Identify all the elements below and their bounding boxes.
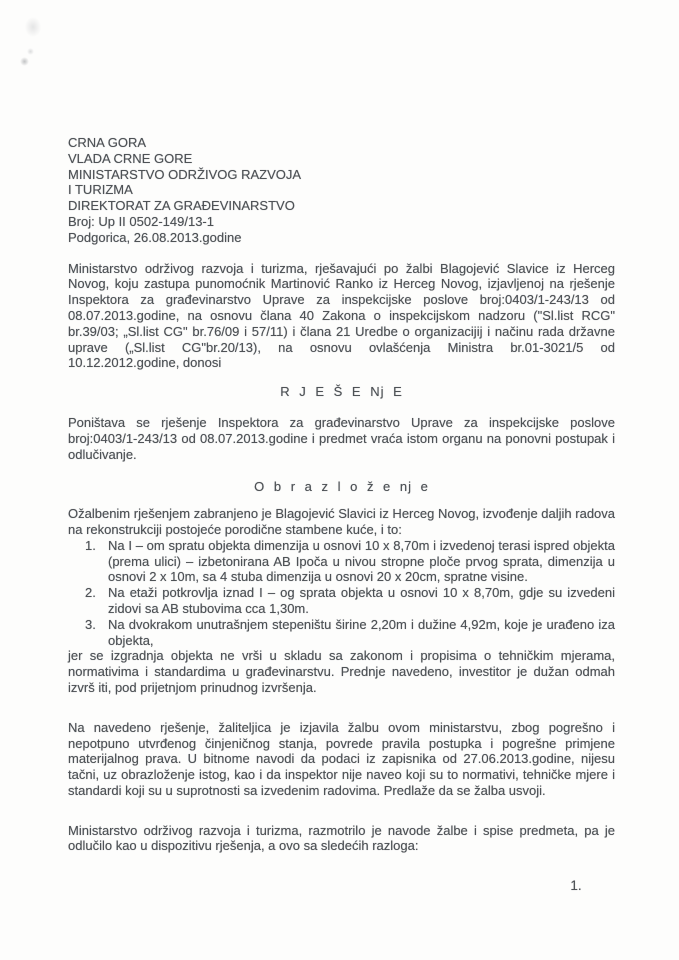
rationale-intro-paragraph: Ožalbenim rješenjem zabranjeno je Blagojević Slavici iz Herceg Novog, izvođenje daljih radova na rekonstrukciji postojeće porodične stambene kuće, i to: xyxy=(68,506,616,537)
appeal-paragraph: Na navedeno rješenje, žaliteljica je izjavila žalbu ovom ministarstvu, zbog pogrešno i nepotpuno utvrđenog činjeničnog stanja, povrede pravila postupka i pogrešne primjene materijalnog prava. U bitnome navodi da podaci iz zapisnika od 27.06.2013.godine, nijesu tačni, uz obrazloženje istog, kao i da inspektor nije naveo koji su to normativi, tehničke mjere i standardi koji su u suprotnosti sa izvedenim radovima. Predlaže da se žalba usvoji. xyxy=(68,719,615,798)
scan-speck xyxy=(20,57,29,66)
letterhead xyxy=(68,135,615,246)
list-item-number: 2. xyxy=(85,585,96,601)
scan-speck xyxy=(27,48,34,55)
letterhead-ministry-cont: I TURIZMA xyxy=(68,182,133,198)
list-item-number: 1. xyxy=(85,537,96,553)
list-item xyxy=(68,538,615,585)
list-item-text: Na dvokrakom unutrašnjem stepeništu širine 2,20m i dužine 4,92m, koje je urađeno iza objekta, xyxy=(108,616,615,648)
list-item-number: 3. xyxy=(85,616,96,632)
letterhead-government: VLADA CRNE GORE xyxy=(68,150,193,166)
rationale-heading: O b r a z l o ž e nj e xyxy=(254,479,429,495)
intro-paragraph: Ministarstvo održivog razvoja i turizma, rješavajući po žalbi Blagojević Slavice iz Herceg Novog, koju zastupa punomoćnik Martinović Ranko iz Herceg Novog, izjavljenoj na rješenje Inspektora za građevinarstvo Uprave za inspekcijske poslove broj:0403/1-243/13 od 08.07.2013.godine, na osnovu člana 40 Zakona o inspekcijskom nadzoru ("Sl.list RCG" br.39/03; „Sl.list CG" br.76/09 i 57/11) i člana 21 Uredbe o organizacijij i načinu rada državne uprave („Sl.list CG"br.20/13), na osnovu ovlašćenja Ministra br.01-3021/5 od 10.12.2012.godine, donosi xyxy=(68,260,615,371)
document-content xyxy=(68,135,615,854)
list-item xyxy=(68,585,615,617)
letterhead-case-number: Broj: Up II 0502-149/13-1 xyxy=(68,213,214,229)
findings-list xyxy=(68,538,615,649)
list-item-text: Na etaži potkrovlja iznad I – og sprata objekta u osnovi 10 x 8,70m, gdje su izvedeni zidovi sa AB stubovima cca 1,30m. xyxy=(108,585,615,616)
list-continuation-paragraph: jer se izgradnja objekta ne vrši u skladu sa zakonom i propisima o tehničkim mjerama, normativima i standardima u građevinarstvu. Prednje navedeno, investitor je dužan odmah izvrš iti, pod prijetnjom prinudnog izvršenja. xyxy=(68,648,615,695)
letterhead-place-date: Podgorica, 26.08.2013.godine xyxy=(68,229,242,245)
list-item-text: Na I – om spratu objekta dimenzija u osnovi 10 x 8,70m i izvedenoj terasi ispred objekta (prema ulici) – izbetonirana AB Ipoča u nivou stropne ploče prvog sprata, dimenzija u osnovi 2 x 10m, sa 4 stuba dimenzija u osnovi 20 x 20cm, spratne visine. xyxy=(108,537,615,585)
closing-paragraph: Ministarstvo održivog razvoja i turizma, razmotrilo je navode žalbe i spise predmeta, pa je odlučilo kao u dispozitivu rješenja, a ovo sa sledećih razloga: xyxy=(68,822,615,854)
page-number: 1. xyxy=(570,878,582,893)
decision-paragraph: Poništava se rješenje Inspektora za građevinarstvo Uprave za inspekcijske poslove broj:0403/1-243/13 od 08.07.2013.godine i predmet vraća istom organu na ponovni postupak i odlučivanje. xyxy=(68,414,615,462)
letterhead-directorate: DIREKTORAT ZA GRAĐEVINARSTVO xyxy=(68,198,295,214)
letterhead-country: CRNA GORA xyxy=(68,135,147,150)
decision-heading: R J E Š E Nj E xyxy=(280,384,403,400)
list-item xyxy=(68,617,615,649)
letterhead-ministry: MINISTARSTVO ODRŽIVOG RAZVOJA xyxy=(68,166,302,182)
scan-speck xyxy=(24,16,42,38)
